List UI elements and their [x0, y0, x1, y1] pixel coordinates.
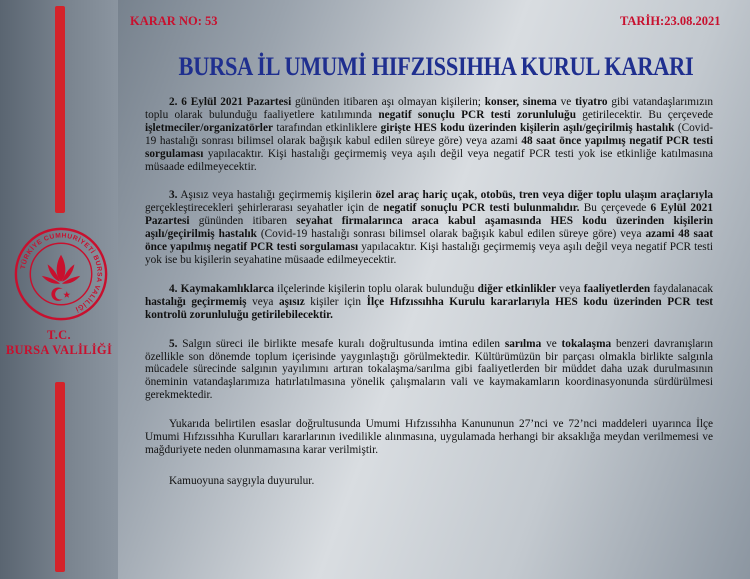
text-run: yapılacaktır. Kişi hastalığı geçirmemiş veya aşılı değil veya negatif PCR testi yok ise etkinliğe katılmasına müsaade edilmeyecektir. — [145, 147, 713, 173]
text-run: veya — [246, 295, 280, 308]
text-run: gibi vatandaşlarımızın toplu olarak bulunduğu faaliyetlere katılımında — [145, 96, 714, 121]
bold-run: negatif sonuçlu PCR testi zorunluluğu — [378, 108, 576, 121]
bold-run: işletmeciler/organizatörler — [145, 121, 273, 134]
paragraph-3 — [145, 189, 713, 266]
decorative-red-bar-top — [55, 6, 65, 213]
document-body — [145, 96, 713, 503]
paragraph-conclusion — [145, 418, 713, 457]
bold-run: 4. Kaymakamlıklarca — [169, 282, 274, 295]
text-run: (Covid-19 hastalığı sonrası bilimsel olarak bağışık kabul edilen süreye göre) veya azami — [145, 121, 713, 147]
bold-run: sarılma — [504, 337, 542, 350]
bold-run: tokalaşma — [561, 337, 612, 350]
text-run: kişiler için — [304, 295, 367, 308]
seal-text: TÜRKİYE CUMHURİYETİ BURSA VALİLİĞİ — [19, 232, 103, 313]
bold-run: 2. 6 Eylül 2021 Pazartesi — [169, 96, 292, 108]
bold-run: İlçe Hıfzıssıhha Kurulu kararlarıyla HES kodu üzerinden PCR test kontrolü zorunluluğu getirilebilecektir. — [145, 295, 713, 321]
text-run: veya — [555, 282, 584, 295]
document-title: BURSA İL UMUMİ HIFZISSIHHA KURUL KARARI — [178, 52, 694, 81]
bold-run: diğer etkinlikler — [477, 282, 556, 295]
sidebar — [0, 0, 118, 579]
text-run: Bu çerçevede — [579, 202, 651, 215]
bold-run: 48 saat önce yapılmış negatif PCR testi sorgulaması — [145, 134, 713, 160]
paragraph-4 — [145, 283, 713, 322]
paragraph-2 — [145, 96, 713, 173]
decision-date: TARİH:23.08.2021 — [620, 14, 721, 28]
decision-number: KARAR NO: 53 — [130, 14, 218, 28]
text-run: gününden itibaren aşı olmayan kişilerin; — [291, 96, 485, 108]
bold-run: negatif sonuçlu PCR testi bulunmalıdır. — [383, 202, 580, 215]
sidebar-valilik-label: BURSA VALİLİĞİ — [5, 343, 113, 357]
bold-run: 5. — [169, 337, 178, 350]
text-run: ve — [556, 96, 576, 108]
bold-run: azami 48 saat önce yapılmış negatif PCR testi sorgulaması — [145, 228, 713, 254]
text-run: faydalanacak — [650, 282, 713, 295]
text-run: Aşısız veya hastalığı geçirmemiş kişilerin — [177, 189, 376, 202]
bold-run: konser, sinema — [484, 96, 557, 108]
text-run: (Covid-19 hastalığı sonrası bilimsel olarak bağışık kabul edilen süreye göre) veya — [256, 228, 646, 241]
sidebar-tc-label: T.C. — [47, 328, 71, 342]
valilik-seal-logo — [13, 226, 109, 322]
bold-run: 6 Eylül 2021 Pazartesi — [145, 202, 713, 228]
bold-run: seyahat firmalarınca araca kabul aşamasında HES kodu üzerinden kişilerin aşılı/geçirilmiş hastalık — [145, 215, 714, 241]
text-run: yapılacaktır. Kişi hastalığı geçirmemiş veya aşılı değil veya negatif PCR testi yok ise bu kişilerin seyahatine müsaade edilmeyecektir. — [145, 241, 713, 266]
text-run: Salgın süreci ile birlikte mesafe kuralı doğrultusunda imtina edilen — [177, 337, 505, 350]
text-run: ilçelerinde kişilerin toplu olarak bulunduğu — [273, 282, 478, 295]
bold-run: faaliyetlerden — [583, 282, 651, 295]
bold-run: 3. — [169, 189, 178, 202]
bold-run: hastalığı geçirmemiş — [145, 295, 247, 308]
paragraph-5 — [145, 338, 713, 403]
text-run: tarafından etkinliklere — [272, 121, 381, 134]
bold-run: özel araç hariç uçak, otobüs, tren veya diğer toplu ulaşım araçlarıyla — [375, 189, 714, 202]
text-run: gerçekleştirecekleri şehirlerarası seyahatler için de — [145, 202, 384, 215]
decorative-red-bar-bottom — [55, 382, 65, 572]
text-run: benzeri davranışların özellikle son dönemde toplum içerisinde yaygınlaştığı görülmektedir. Kültürümüzün bir parçası olmakla birlikte salgınla mücadele sürecinde salgının yayılımını artıran tokalaşma/sarılma gibi faaliyetlerden bir müddet daha uzak durulmasının öneminin vatandaşlarımıza hatırlatılmasına yönelik çalışmaların vali ve kaymakamların koordinasyonunda sürdürülmesi gerekmektedir. — [145, 337, 713, 402]
text-run: gününden itibaren — [189, 215, 297, 228]
text-run: getirilecektir. Bu çerçevede — [575, 108, 713, 121]
bold-run: girişte HES kodu üzerinden kişilerin aşılı/geçirilmiş hastalık — [380, 121, 675, 134]
bold-run: aşısız — [279, 295, 305, 308]
text-run: Kamuoyuna saygıyla duyurulur. — [169, 474, 315, 487]
text-run: ve — [541, 337, 562, 350]
bold-run: tiyatro — [575, 96, 608, 108]
paragraph-announcement — [145, 475, 713, 488]
text-run: Yukarıda belirtilen esaslar doğrultusunda Umumi Hıfzıssıhha Kanununun 27’nci ve 72’nci maddeleri uyarınca İlçe Umumi Hıfzıssıhha Kurulları kararlarının ivedilikle alınmasına, uygulamada herhangi bir aksaklığa meydan verilmemesi ve mağduriyete neden olunmamasına karar verilmiştir. — [145, 418, 713, 456]
